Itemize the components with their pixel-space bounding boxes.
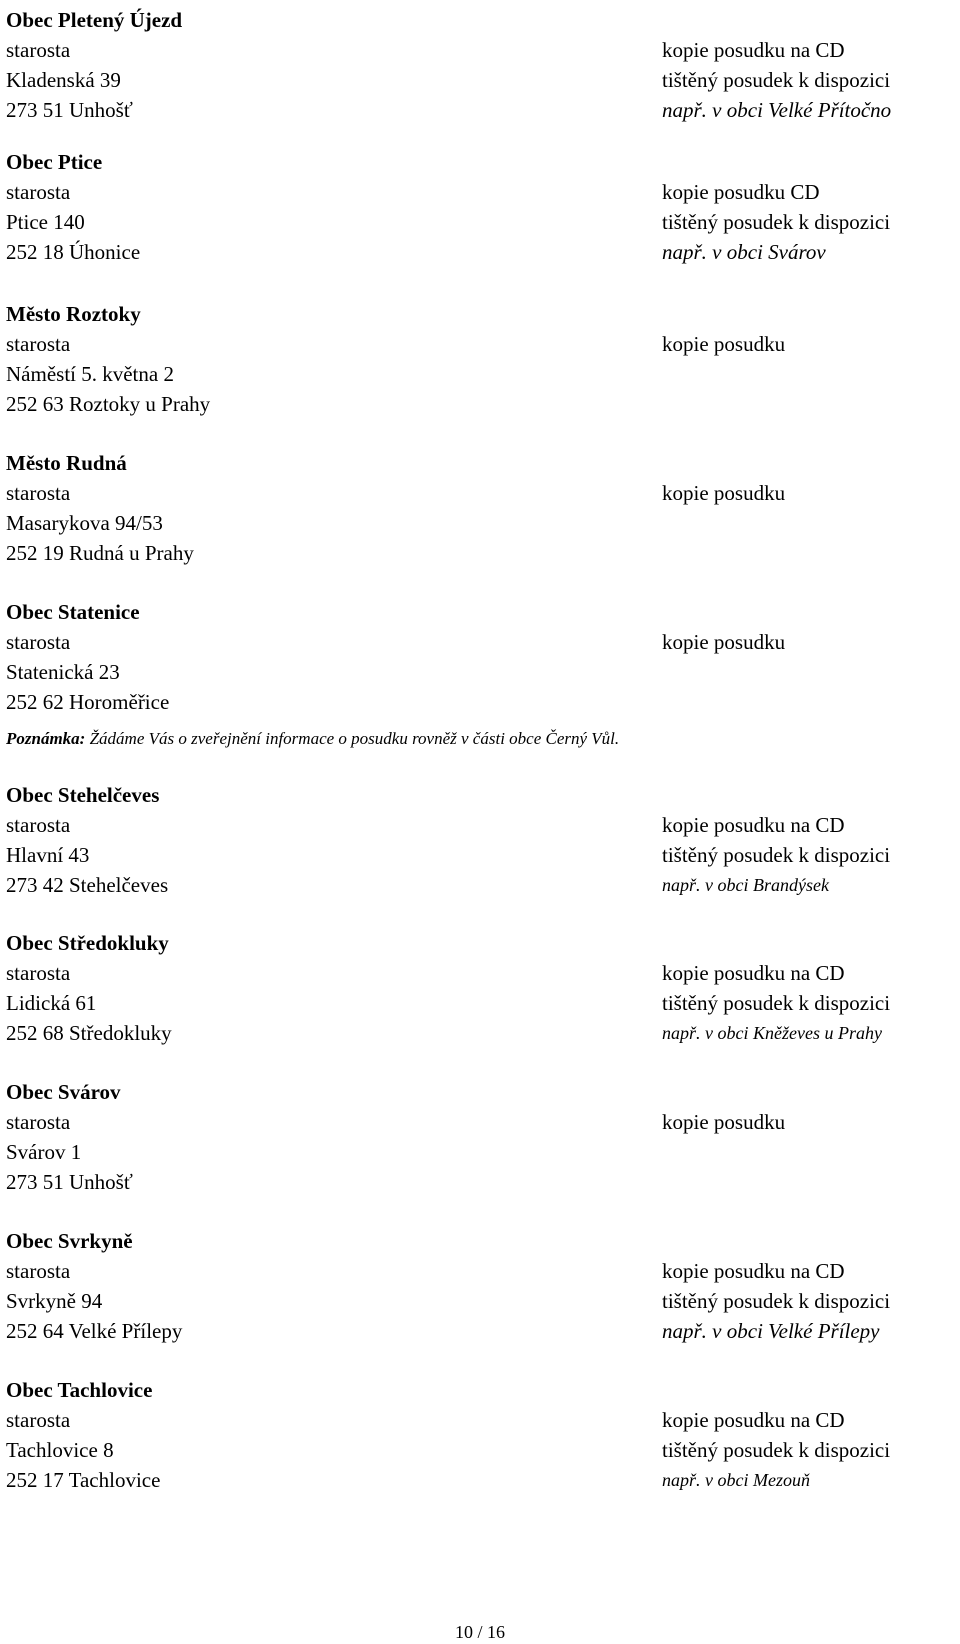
delivery-note: tištěný posudek k dispozici [662, 68, 891, 92]
recipient-address [6, 928, 172, 1048]
delivery-note: kopie posudku na CD [662, 961, 845, 985]
delivery-notes [662, 810, 890, 900]
recipient-street: Hlavní 43 [6, 843, 90, 867]
recipient-city: 252 68 Středokluky [6, 1021, 172, 1045]
recipient-city: 252 62 Horoměřice [6, 690, 170, 714]
recipient-street: Náměstí 5. května 2 [6, 362, 174, 386]
recipient-role: starosta [6, 630, 71, 654]
recipient-address [6, 780, 168, 900]
delivery-notes [662, 478, 785, 508]
delivery-note-example: např. v obci Velké Přílepy [662, 1319, 880, 1343]
delivery-note: kopie posudku [662, 1110, 786, 1134]
recipient-city: 273 51 Unhošť [6, 98, 133, 122]
recipient-city: 252 64 Velké Přílepy [6, 1319, 183, 1343]
delivery-note-example: např. v obci Mezouň [662, 1470, 810, 1490]
recipient-name: Obec Svárov [6, 1080, 121, 1104]
recipient-address [6, 5, 182, 125]
remark-text: Žádáme Vás o zveřejnění informace o posudku rovněž v části obce Černý Vůl. [85, 729, 620, 748]
recipient-role: starosta [6, 332, 71, 356]
recipient-role: starosta [6, 481, 71, 505]
recipient-city: 273 51 Unhošť [6, 1170, 133, 1194]
recipient-name: Obec Statenice [6, 600, 140, 624]
delivery-notes [662, 329, 785, 359]
delivery-notes [662, 1405, 890, 1495]
delivery-note: kopie posudku [662, 630, 786, 654]
remark-label: Poznámka: [6, 729, 86, 748]
recipient-city: 252 63 Roztoky u Prahy [6, 392, 211, 416]
recipient-street: Masarykova 94/53 [6, 511, 163, 535]
delivery-notes [662, 177, 890, 267]
delivery-notes [662, 1256, 890, 1346]
recipient-name: Obec Tachlovice [6, 1378, 153, 1402]
delivery-note: tištěný posudek k dispozici [662, 843, 891, 867]
recipient-street: Svrkyně 94 [6, 1289, 103, 1313]
recipient-name: Obec Ptice [6, 150, 103, 174]
recipient-role: starosta [6, 961, 71, 985]
recipient-street: Svárov 1 [6, 1140, 82, 1164]
recipient-role: starosta [6, 180, 71, 204]
delivery-note: kopie posudku na CD [662, 813, 845, 837]
delivery-note: kopie posudku na CD [662, 38, 845, 62]
delivery-note: kopie posudku [662, 332, 786, 356]
recipient-name: Obec Pletený Újezd [6, 8, 183, 32]
recipient-address [6, 299, 210, 419]
delivery-notes [662, 1107, 785, 1137]
recipient-address [6, 1077, 133, 1197]
delivery-notes [662, 627, 785, 657]
delivery-notes [662, 958, 890, 1048]
recipient-city: 273 42 Stehelčeves [6, 873, 169, 897]
recipient-city: 252 18 Úhonice [6, 240, 141, 264]
recipient-address [6, 597, 169, 717]
delivery-note-example: např. v obci Brandýsek [662, 875, 829, 895]
delivery-note: kopie posudku na CD [662, 1408, 845, 1432]
delivery-note: kopie posudku CD [662, 180, 820, 204]
recipient-address [6, 1375, 160, 1495]
delivery-note: tištěný posudek k dispozici [662, 991, 891, 1015]
delivery-note: kopie posudku [662, 481, 786, 505]
recipient-name: Obec Stehelčeves [6, 783, 160, 807]
recipient-name: Obec Svrkyně [6, 1229, 133, 1253]
recipient-address [6, 448, 194, 568]
recipient-city: 252 17 Tachlovice [6, 1468, 161, 1492]
recipient-role: starosta [6, 1408, 71, 1432]
delivery-notes [662, 35, 891, 125]
delivery-note-example: např. v obci Velké Přítočno [662, 98, 892, 122]
recipient-city: 252 19 Rudná u Prahy [6, 541, 194, 565]
delivery-note: tištěný posudek k dispozici [662, 1438, 891, 1462]
recipient-street: Tachlovice 8 [6, 1438, 114, 1462]
page-number: 10 / 16 [454, 1622, 505, 1642]
recipient-role: starosta [6, 38, 71, 62]
recipient-name: Město Roztoky [6, 302, 141, 326]
recipient-role: starosta [6, 813, 71, 837]
recipient-street: Ptice 140 [6, 210, 85, 234]
recipient-street: Lidická 61 [6, 991, 97, 1015]
recipient-street: Kladenská 39 [6, 68, 121, 92]
delivery-note-example: např. v obci Svárov [662, 240, 826, 264]
recipient-name: Město Rudná [6, 451, 127, 475]
recipient-address [6, 1226, 182, 1346]
recipient-role: starosta [6, 1110, 71, 1134]
recipient-address [6, 147, 140, 267]
delivery-note: tištěný posudek k dispozici [662, 210, 891, 234]
remark [6, 727, 619, 751]
delivery-note: kopie posudku na CD [662, 1259, 845, 1283]
delivery-note: tištěný posudek k dispozici [662, 1289, 891, 1313]
delivery-note-example: např. v obci Kněževes u Prahy [662, 1023, 882, 1043]
recipient-role: starosta [6, 1259, 71, 1283]
recipient-street: Statenická 23 [6, 660, 120, 684]
recipient-name: Obec Středokluky [6, 931, 169, 955]
